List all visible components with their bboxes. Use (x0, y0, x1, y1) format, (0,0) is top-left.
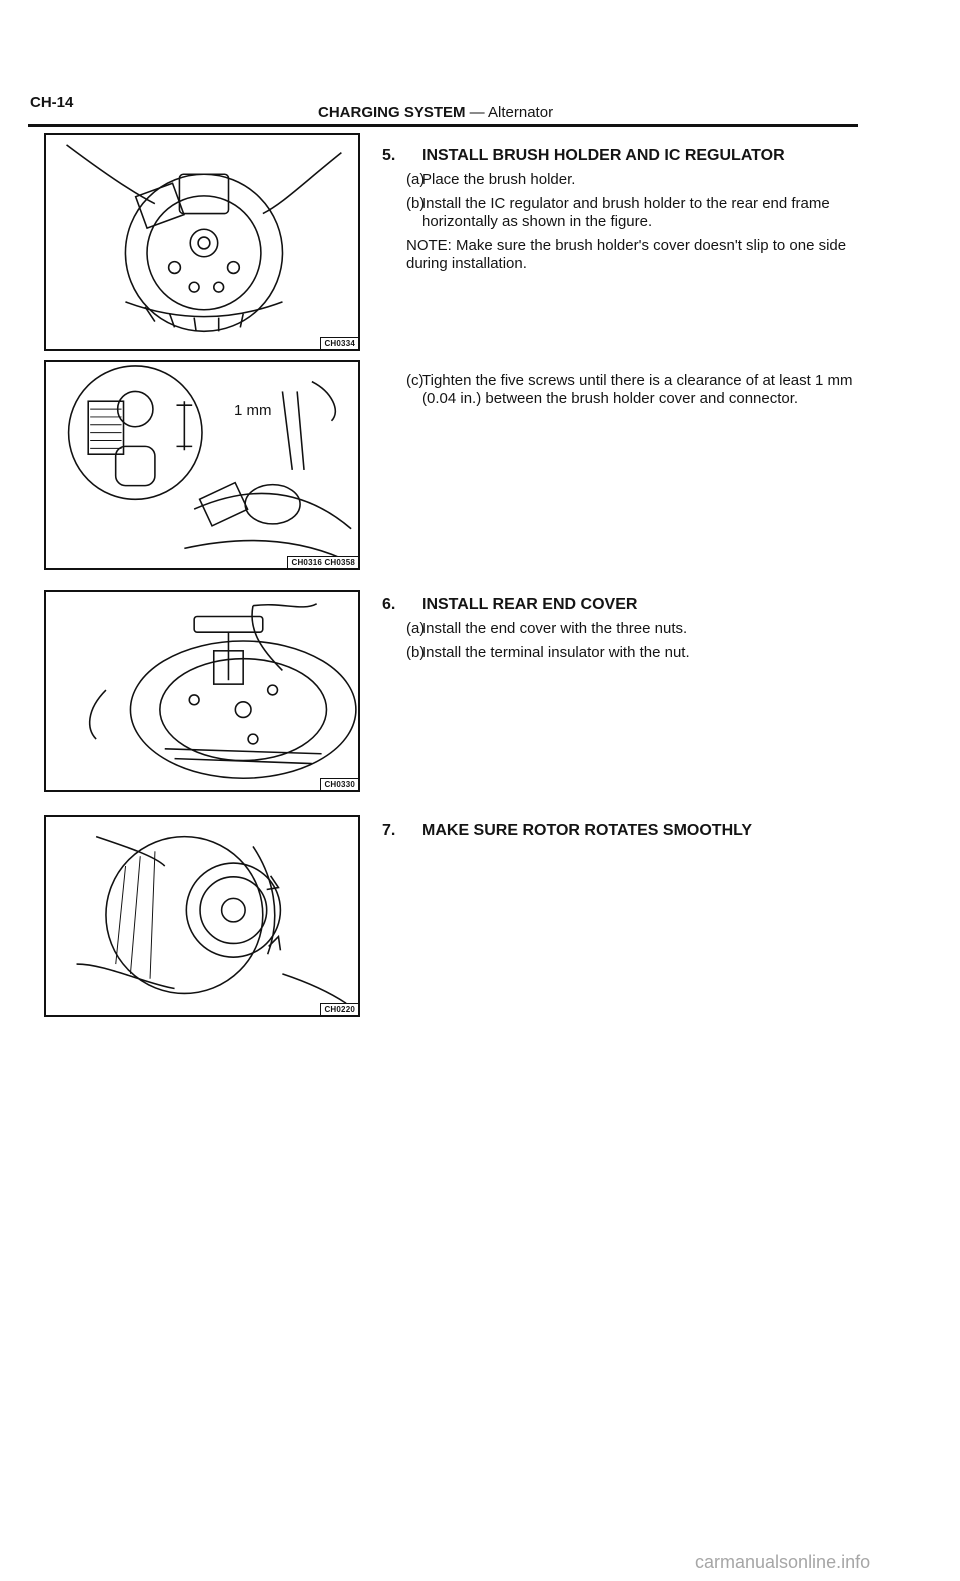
rear-cover-illustration (46, 592, 358, 790)
item-text: Install the IC regulator and brush holder to the rear end frame horizontally as shown in the figure. (422, 195, 830, 230)
watermark: carmanualsonline.info (695, 1552, 871, 1572)
section-name: CHARGING SYSTEM (318, 104, 466, 121)
step-item (382, 644, 862, 662)
figure-code: CH0316 CH0358 (287, 556, 358, 568)
item-label: (c) (406, 372, 424, 389)
step-number: 6. (382, 596, 396, 613)
step-7 (382, 822, 862, 840)
step-number: 5. (382, 147, 396, 164)
step-item (382, 195, 862, 231)
item-text: Place the brush holder. (422, 171, 576, 188)
item-text: Install the terminal insulator with the nut. (422, 644, 690, 661)
step-title: INSTALL REAR END COVER (422, 596, 638, 613)
step-item (382, 171, 862, 189)
clearance-illustration (46, 362, 358, 568)
figure-rear-cover (44, 590, 360, 792)
figure-brush-holder (44, 133, 360, 351)
header-rule (28, 124, 858, 127)
step-number: 7. (382, 822, 396, 839)
clearance-callout: 1 mm (234, 402, 272, 419)
item-label: (b) (406, 644, 425, 661)
step-item (382, 372, 862, 408)
subsection-name: Alternator (488, 104, 554, 121)
section-title (318, 104, 553, 121)
step-heading (382, 822, 862, 840)
step-6 (382, 596, 862, 662)
step-title: MAKE SURE ROTOR ROTATES SMOOTHLY (422, 822, 753, 839)
item-text: Install the end cover with the three nuts. (422, 620, 688, 637)
item-label: (b) (406, 195, 425, 212)
step-5c (382, 372, 862, 408)
brush-holder-illustration (46, 135, 358, 349)
page-code: CH-14 (30, 94, 74, 111)
figure-code: CH0330 (320, 778, 358, 790)
step-title: INSTALL BRUSH HOLDER AND IC REGULATOR (422, 147, 785, 164)
figure-clearance (44, 360, 360, 570)
figure-code: CH0220 (320, 1003, 358, 1015)
rotor-check-illustration (46, 817, 358, 1015)
item-label: (a) (406, 620, 425, 637)
figure-code: CH0334 (320, 337, 358, 349)
step-5 (382, 147, 862, 273)
step-heading (382, 147, 862, 165)
item-label: (a) (406, 171, 425, 188)
title-separator: — (465, 104, 489, 121)
step-heading (382, 596, 862, 614)
item-text: Tighten the five screws until there is a clearance of at least 1 mm (0.04 in.) between the brush holder cover and connector. (422, 372, 853, 407)
step-note: NOTE: Make sure the brush holder's cover doesn't slip to one side during installation. (406, 237, 847, 272)
step-item (382, 620, 862, 638)
figure-rotor-check (44, 815, 360, 1017)
